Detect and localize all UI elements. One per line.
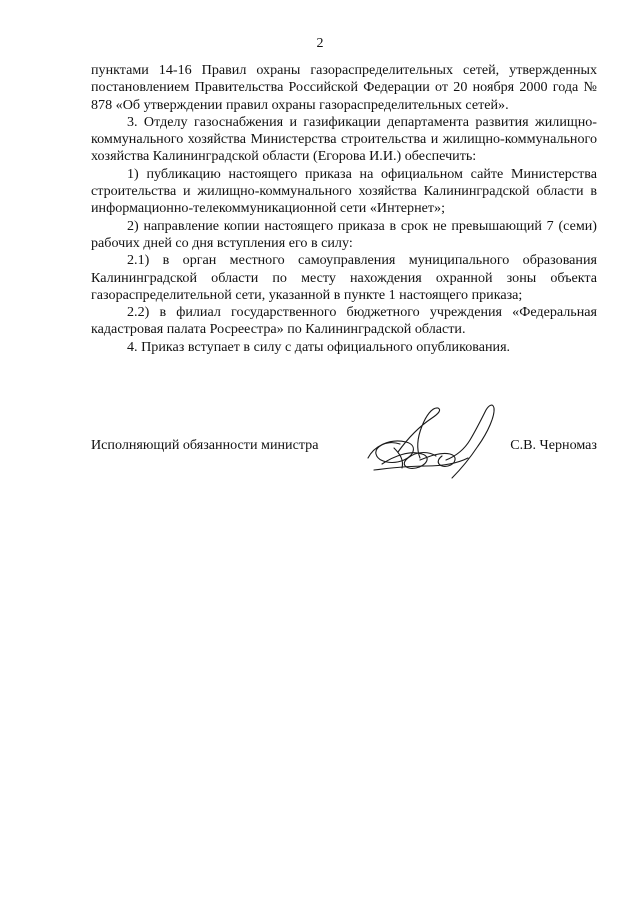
signatory-name: С.В. Черномаз xyxy=(510,437,597,453)
paragraph-item-3-1: 1) публикацию настоящего приказа на официальном сайте Министерства строительства и жилищно-коммунального хозяйства Калининградской области в информационно-телекоммуникационной сети «Интернет»; xyxy=(91,165,597,217)
paragraph-item-2-1: 2.1) в орган местного самоуправления муниципального образования Калининградской области по месту нахождения охранной зоны объекта газораспределительной сети, указанной в пункте 1 настоящего приказа; xyxy=(91,252,597,303)
document-body xyxy=(91,62,597,356)
paragraph-item-2-2: 2.2) в филиал государственного бюджетного учреждения «Федеральная кадастровая палата Росреестра» по Калининградской области. xyxy=(91,304,597,338)
paragraph-item-3-2: 2) направление копии настоящего приказа в срок не превышающий 7 (семи) рабочих дней со дня вступления его в силу: xyxy=(91,217,597,251)
signature-block xyxy=(91,437,597,467)
paragraph-continuation: пунктами 14-16 Правил охраны газораспределительных сетей, утвержденных постановлением Правительства Российской Федерации от 20 ноября 2000 года № 878 «Об утверждении правил охраны газораспределительных сетей». xyxy=(91,62,597,113)
page-number: 2 xyxy=(316,36,324,51)
paragraph-item-4: 4. Приказ вступает в силу с даты официального опубликования. xyxy=(127,338,511,355)
handwritten-signature xyxy=(360,398,510,488)
signatory-title: Исполняющий обязанности министра xyxy=(91,437,319,453)
paragraph-item-3: 3. Отделу газоснабжения и газификации департамента развития жилищно-коммунального хозяйства Министерства строительства и жилищно-коммунального хозяйства Калининградской области (Егорова И.И.) обеспечить: xyxy=(91,113,597,165)
